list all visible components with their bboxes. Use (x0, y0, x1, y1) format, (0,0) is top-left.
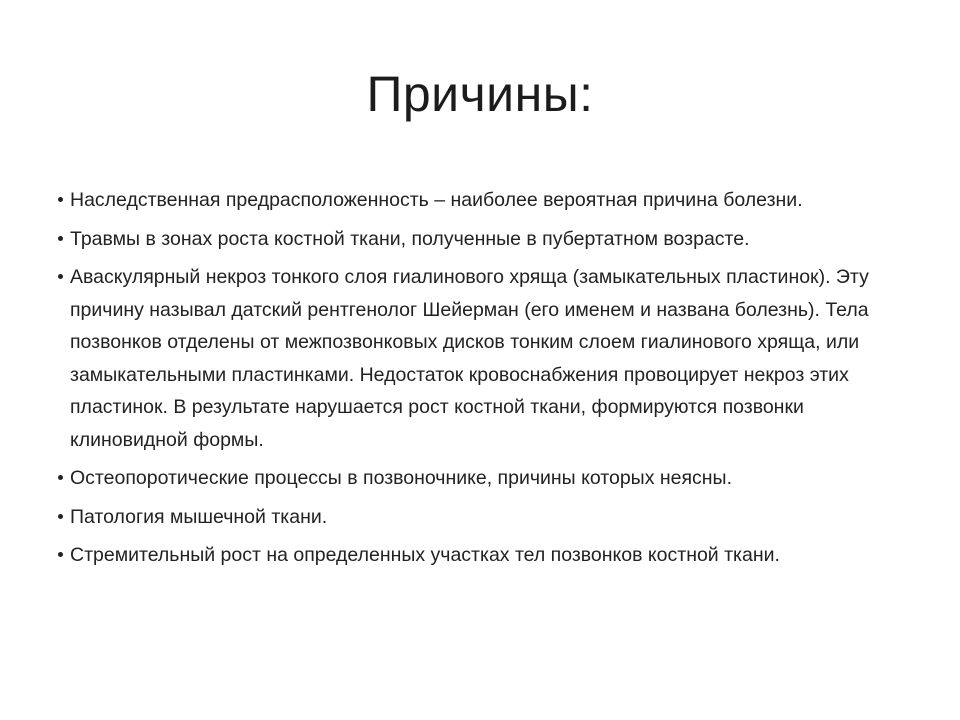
bullet-dot-icon (58, 514, 63, 519)
slide-title: Причины: (366, 66, 594, 122)
bullet-item (50, 539, 920, 572)
bullet-dot-icon (58, 197, 63, 202)
bullet-dot-icon (58, 475, 63, 480)
bullet-dot-icon (58, 274, 63, 279)
bullet-text: Остеопоротические процессы в позвоночнике, причины которых неясны. (70, 467, 732, 489)
bullet-item (50, 223, 920, 256)
bullet-dot-icon (58, 552, 63, 557)
bullet-text: Патология мышечной ткани. (70, 505, 328, 528)
bullet-text: Аваскулярный некроз тонкого слоя гиалинового хряща (замыкательных пластинок). Эту причину называл датский рентгенолог Шейерман (его именем и названа болезнь). Тела позвонков отделены от межпозвонковых дисков тонким слоем гиалинового хряща, или замыкательными пластинками. Недостаток кровоснабжения провоцирует некроз этих пластинок. В результате нарушается рост костной ткани, формируются позвонки клиновидной формы. (70, 266, 869, 451)
bullet-item (50, 184, 920, 217)
bullet-item (50, 501, 920, 534)
bullet-list (50, 184, 920, 578)
bullet-text: Наследственная предрасположенность – наиболее вероятная причина болезни. (70, 189, 803, 211)
bullet-dot-icon (58, 236, 63, 241)
bullet-item (50, 462, 920, 495)
bullet-text: Стремительный рост на определенных участках тел позвонков костной ткани. (70, 544, 780, 566)
bullet-item (50, 261, 920, 456)
bullet-text: Травмы в зонах роста костной ткани, полученные в пубертатном возрасте. (70, 227, 750, 250)
